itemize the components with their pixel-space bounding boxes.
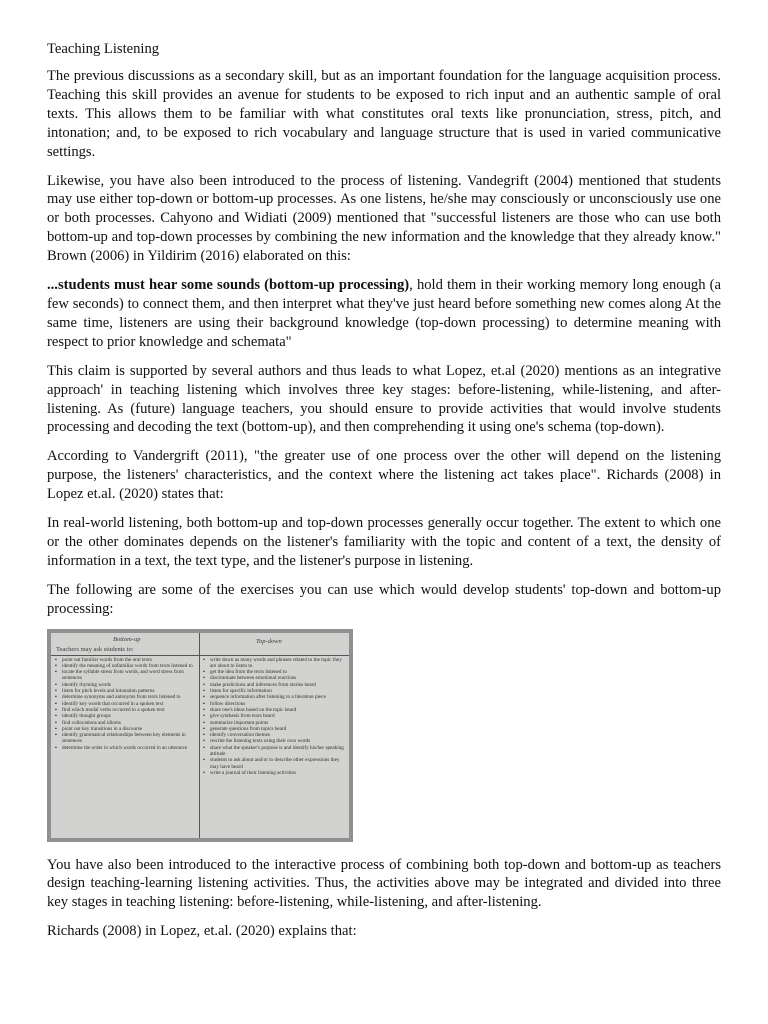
top-down-list-item: ▪ discriminate between emotional reactions [203, 675, 345, 681]
paragraph-exercises-intro: The following are some of the exercises you can use which would develop students' top-down and bottom-up processing: [47, 581, 721, 617]
top-down-list-item: ▪ get the idea from the texts listened to [203, 669, 345, 675]
top-down-column-header: Top-down [256, 637, 282, 645]
paragraph-interactive: You have also been introduced to the interactive process of combining both top-down and bottom-up as teachers design teaching-learning listening activities. Thus, the activities above may be integrated and divided into three key stages in teaching listening: before-listening, while-listening, and after-listening. [47, 856, 721, 911]
paragraph-quote-brown [47, 276, 721, 352]
top-down-list-item: ▪ write a journal of their listening activities [203, 770, 345, 776]
bottom-up-list-item: ▪ find collocations and idioms [55, 720, 195, 726]
paragraph-vandergrift: According to Vandergrift (2011), "the greater use of one process over the other will depend on the listening purpose, the listeners' characteristics, and the context where the listening act takes place". Richards (2008) in Lopez et.al. (2020) states that: [47, 448, 721, 503]
section-heading: Teaching Listening [47, 41, 160, 57]
paragraph-intro: The previous discussions as a secondary skill, but as an important foundation for the language acquisition process. Teaching this skill provides an avenue for students to be exposed to rich input and an authentic sample of oral texts. This allows them to be familiar with what constitutes oral texts like pronunciation, stress, pitch, and intonation; and, to be exposed to rich vocabulary and language structure that is used in varied communicative settings. [47, 68, 721, 160]
bottom-up-list-item: ▪ identify thought groups [55, 713, 195, 719]
top-down-list-item: ▪ rewrite the listening texts using their own words [203, 738, 345, 744]
paragraph-richards-explains: Richards (2008) in Lopez, et.al. (2020) explains that: [47, 923, 357, 940]
table-paper [51, 633, 349, 838]
bottom-up-list-item: ▪ listen for pitch levels and intonation patterns [55, 688, 195, 694]
top-down-list-item: ▪ listen for specific information [203, 688, 345, 694]
table-column-divider [199, 633, 200, 838]
paragraph-richards-quote: In real-world listening, both bottom-up and top-down processes generally occur together. The extent to which one or the other dominates depends on the listener's familiarity with the topic and content of a text, the density of information in a text, the text type, and the listener's purpose in listening. [47, 515, 721, 569]
top-down-list-item: ▪ share what the speaker's purpose is and identify his/her speaking attitude [203, 745, 345, 758]
top-down-list-item: ▪ generate questions from topics heard [203, 726, 345, 732]
bottom-up-list-item: ▪ point out key transitions in a discourse [55, 726, 195, 732]
top-down-list-item: ▪ students to ask about and/or to describe other expressions they may have heard [203, 757, 345, 770]
top-down-list-item: ▪ share one's ideas based on the topic heard [203, 707, 345, 713]
top-down-list-item: ▪ give synthesis from texts heard [203, 713, 345, 719]
top-down-list [203, 657, 345, 777]
top-down-list-item: ▪ make predictions and inferences from stories heard [203, 682, 345, 688]
paragraph-process: Likewise, you have also been introduced to the process of listening. Vandegrift (2004) mentioned that students may use either top-down or bottom-up processes. As one listens, he/she may consciously or unconsciously use one or both processes. Cahyono and Widiati (2009) mentioned that "successful listeners are those who can use both bottom-up and top-down processes by combining the new information and the knowledge that they already know." Brown (2006) in Yildirim (2016) elaborated on this: [47, 172, 721, 265]
top-down-list-item: ▪ follow directions [203, 701, 345, 707]
top-down-list-item: ▪ summarize important points [203, 720, 345, 726]
quote-bold-text: ...students must hear some sounds (bottom-up processing) [47, 277, 410, 294]
table-rule [51, 655, 349, 656]
top-down-list-item: ▪ write down as many words and phrases related to the topic they are about to listen to [203, 657, 345, 670]
bottom-up-list-item: ▪ identify key words that occurred in a spoken text [55, 701, 195, 707]
exercises-table-image [47, 629, 353, 842]
table-header [51, 633, 349, 657]
bottom-up-column-header: Bottom-up [113, 635, 141, 643]
bottom-up-list-item: ▪ locate the syllable stress from words, and word stress from sentences [55, 669, 195, 682]
bottom-up-list-item: ▪ identify grammatical relationships between key elements in sentences [55, 732, 195, 745]
document-page [47, 40, 721, 951]
bottom-up-list-item: ▪ determine synonyms and antonyms from texts listened to [55, 694, 195, 700]
bottom-up-list [55, 657, 195, 751]
bottom-up-list-item: ▪ find which modal verbs occurred in a spoken text [55, 707, 195, 713]
top-down-list-item: ▪ sequence information after listening to a literature piece [203, 694, 345, 700]
top-down-list-item: ▪ identify conversation themes [203, 732, 345, 738]
bottom-up-list-item: ▪ determine the order in which words occurred in an utterance [55, 745, 195, 751]
bottom-up-list-item: ▪ identify the meaning of unfamiliar words from texts listened to [55, 663, 195, 669]
quote-rest-text: , hold them in their working memory long enough (a few seconds) to connect them, and then interpret what they've just heard before something new comes along At the same time, listeners are using their background knowledge (top-down processing) to determine meaning with respect to prior knowledge and schemata" [47, 277, 721, 350]
bottom-up-list-item: ▪ point out familiar words from the oral texts [55, 657, 195, 663]
table-intro-text: Teachers may ask students to: [56, 645, 134, 653]
bottom-up-list-item: ▪ identify rhyming words [55, 682, 195, 688]
paragraph-integrative: This claim is supported by several authors and thus leads to what Lopez, et.al (2020) mentions as an integrative approach' in teaching listening which involves three key stages: before-listening, while-listening, and after-listening. As (future) language teachers, you should ensure to provide activities that would involve students processing and decoding the text (bottom-up), and then comprehending it using one's schema (top-down). [47, 362, 721, 436]
